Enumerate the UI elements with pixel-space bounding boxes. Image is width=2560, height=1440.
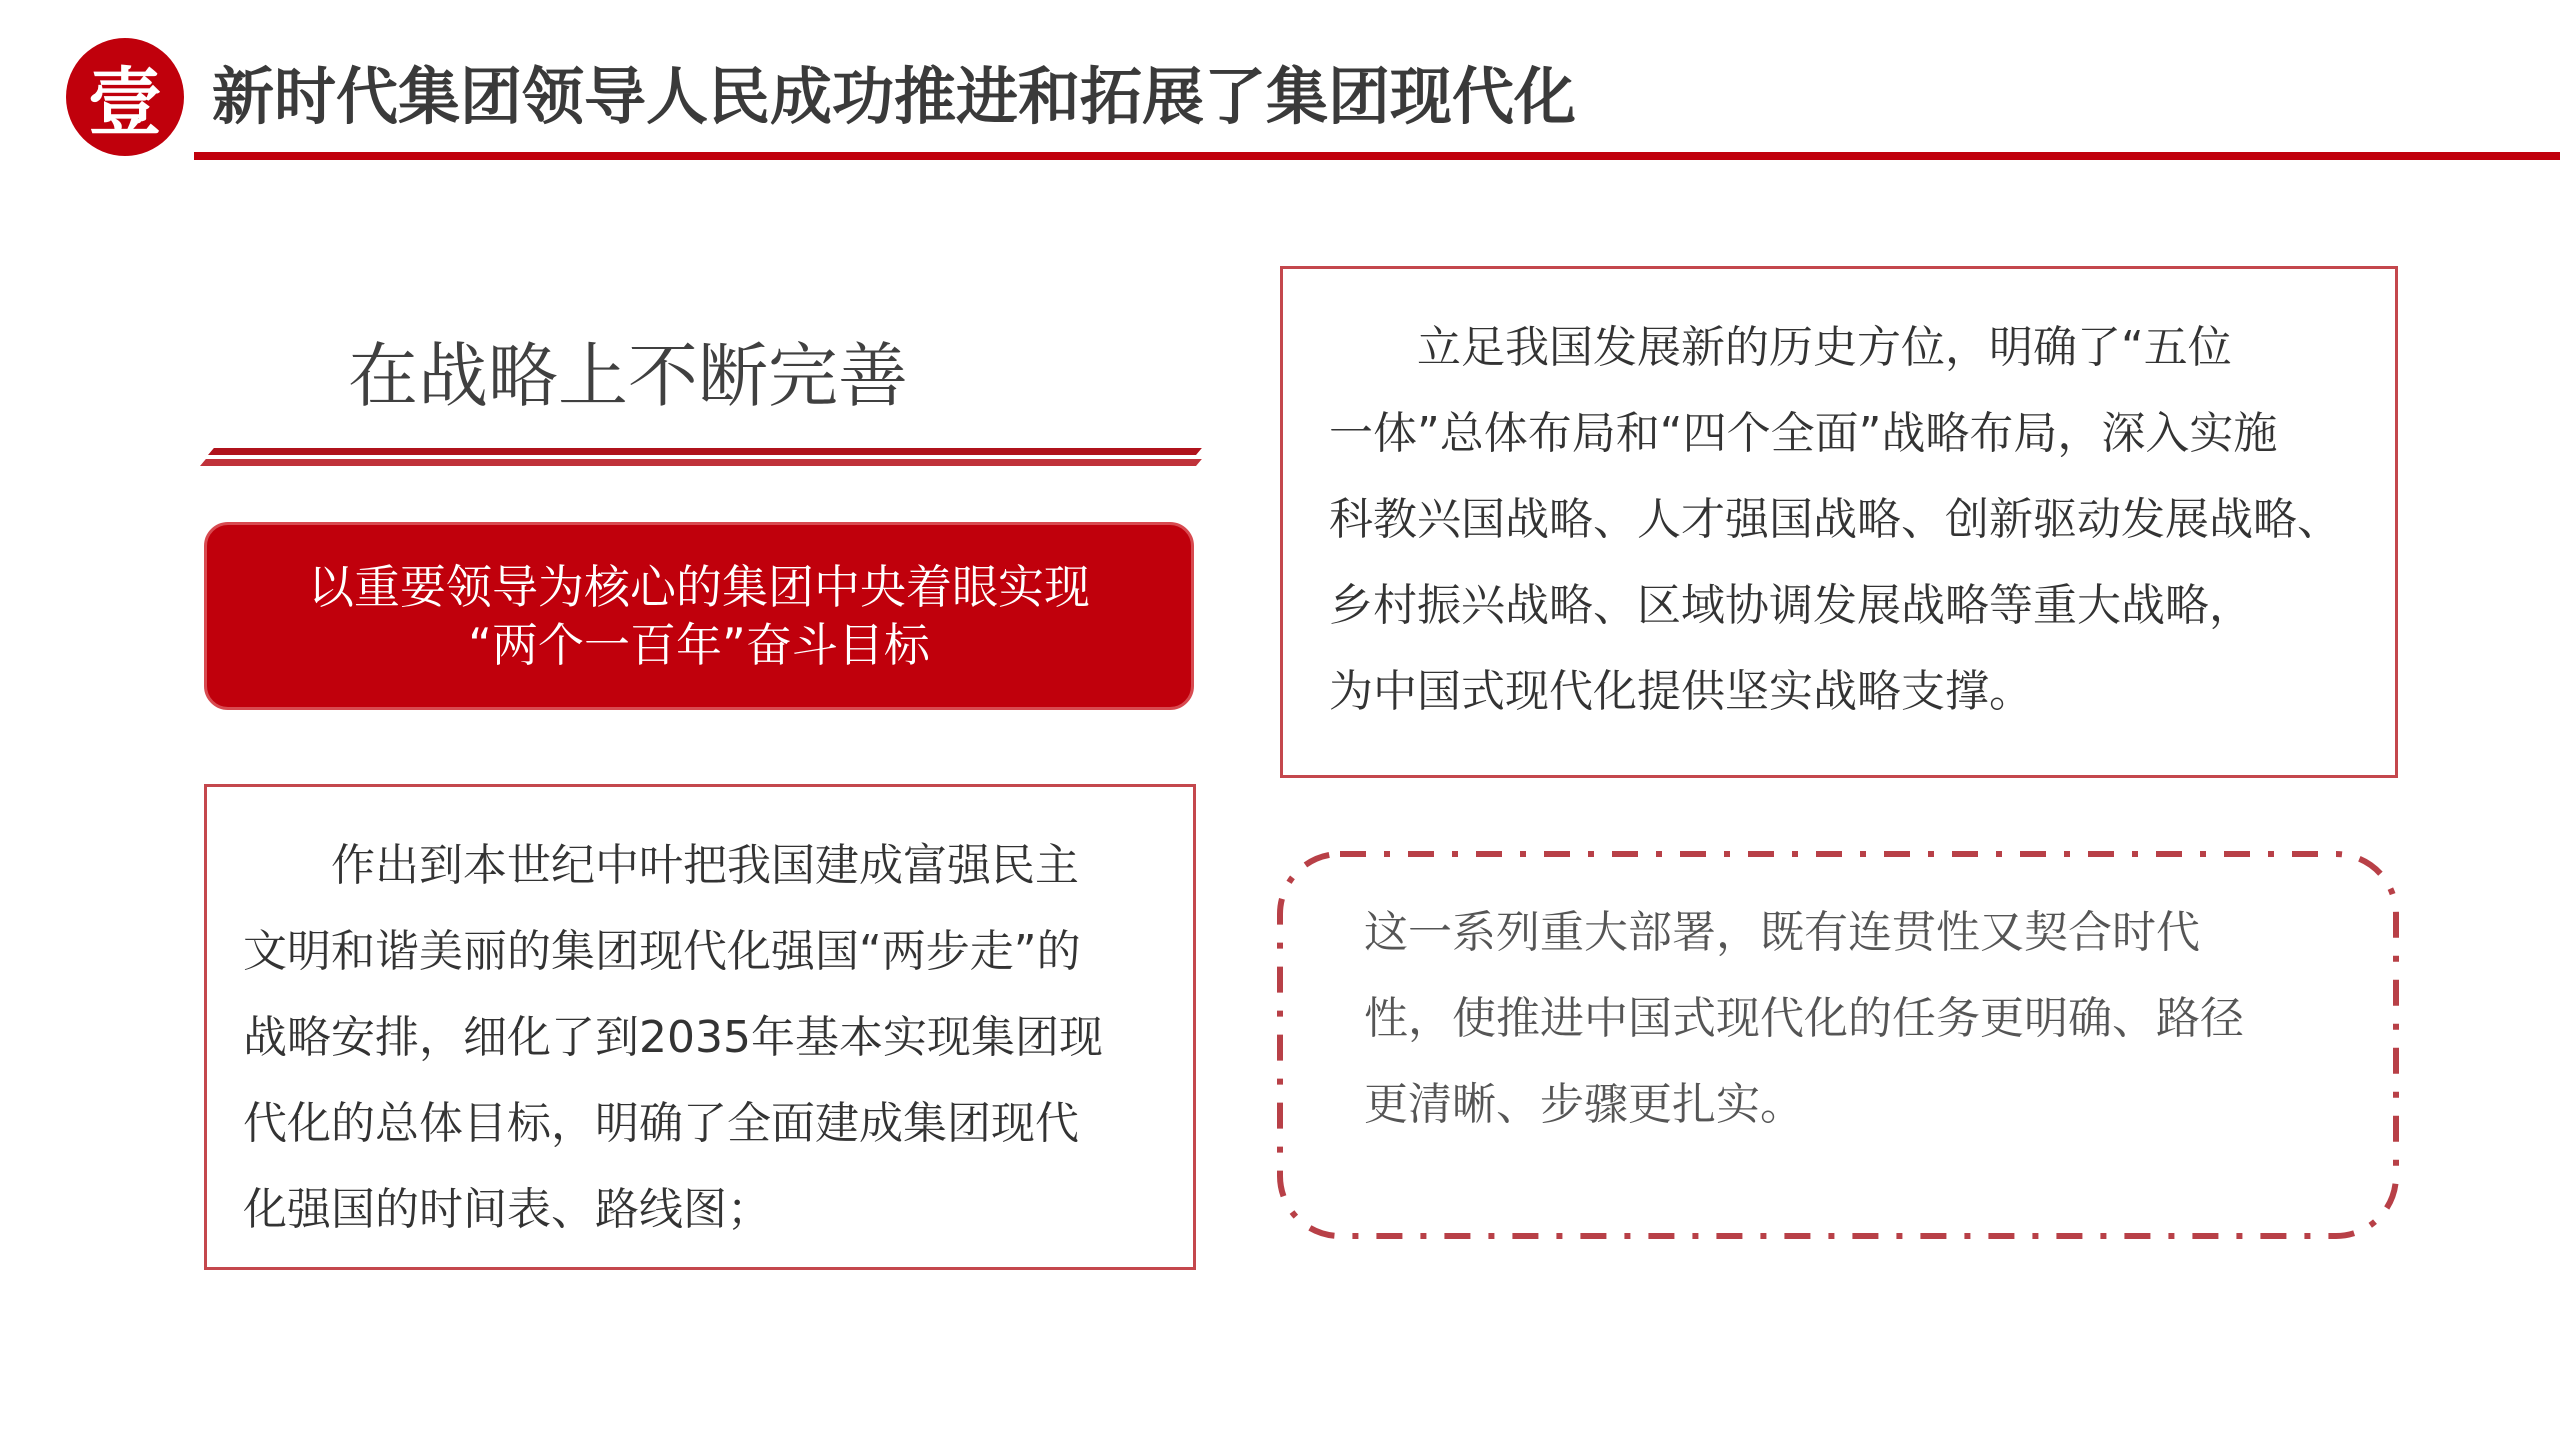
paragraph-line: 性，使推进中国式现代化的任务更明确、路径 [1364,993,2244,1044]
paragraph-line: 更清晰、步骤更扎实。 [1364,1079,1804,1130]
goal-banner-line-2: “两个一百年”奋斗目标 [468,618,930,672]
goal-banner-line-1: 以重要领导为核心的集团中央着眼实现 [308,560,1090,614]
paragraph-line: 代化的总体目标，明确了全面建成集团现代 [243,1098,1079,1149]
strategic-layout-box [1280,266,2398,778]
paragraph-line: 一体”总体布局和“四个全面”战略布局，深入实施 [1329,408,2278,459]
paragraph-line: 为中国式现代化提供坚实战略支撑。 [1329,666,2033,717]
strategy-arrangement-box [204,784,1196,1270]
underline-bar-top [208,448,1202,455]
paragraph-line: 文明和谐美丽的集团现代化强国“两步走”的 [243,926,1081,977]
section-heading: 在战略上不断完善 [348,335,908,417]
page-title: 新时代集团领导人民成功推进和拓展了集团现代化 [212,60,1577,133]
paragraph-line: 科教兴国战略、人才强国战略、创新驱动发展战略、 [1329,494,2341,545]
paragraph-line: 化强国的时间表、路线图； [243,1184,771,1235]
summary-dashed-box [1276,850,2400,1240]
section-heading-underline [200,448,1196,468]
underline-bar-bottom [200,459,1202,466]
paragraph-line: 作出到本世纪中叶把我国建成富强民主 [331,840,1079,891]
paragraph-line: 这一系列重大部署，既有连贯性又契合时代 [1364,907,2200,958]
paragraph-line: 乡村振兴战略、区域协调发展战略等重大战略， [1329,580,2253,631]
paragraph-line: 战略安排，细化了到2035年基本实现集团现 [243,1012,1103,1063]
paragraph-line: 立足我国发展新的历史方位，明确了“五位 [1417,322,2232,373]
goal-banner [204,522,1194,710]
header-divider [194,152,2560,160]
section-number-badge: 壹 [66,38,184,156]
